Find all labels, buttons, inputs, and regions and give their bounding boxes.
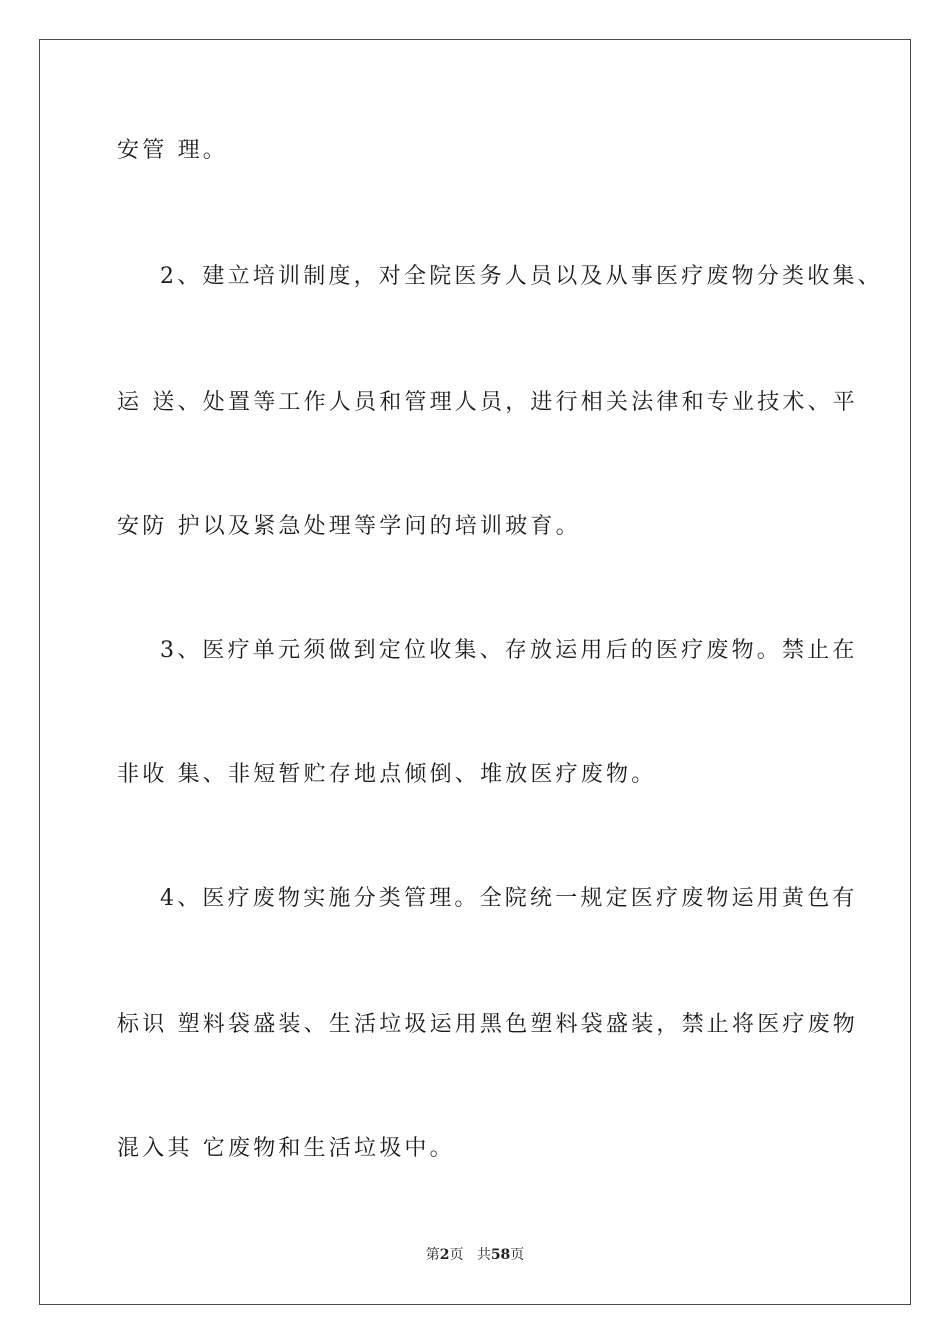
page-number: 2 (439, 1247, 450, 1263)
text-line-6: 非收 集、非短暂贮存地点倾倒、堆放医疗废物。 (117, 762, 657, 787)
total-suffix: 页 (510, 1247, 525, 1263)
text-line-4: 安防 护以及紧急处理等学问的培训玻育。 (117, 514, 581, 539)
page-border (39, 39, 911, 1305)
total-prefix: 共 (476, 1247, 491, 1263)
text-line-5: 3、医疗单元须做到定位收集、存放运用后的医疗废物。禁止在 (160, 638, 858, 663)
page-footer (0, 1246, 950, 1264)
text-line-1: 安管 理。 (117, 138, 228, 163)
text-line-7: 4、医疗废物实施分类管理。全院统一规定医疗废物运用黄色有 (160, 886, 858, 911)
total-pages: 58 (490, 1247, 511, 1263)
page-prefix: 第 (425, 1247, 440, 1263)
text-line-8: 标识 塑料袋盛装、生活垃圾运用黑色塑料袋盛装，禁止将医疗废物 (117, 1012, 858, 1037)
page-suffix: 页 (449, 1247, 464, 1263)
text-line-2: 2、建立培训制度，对全院医务人员以及从事医疗废物分类收集、 (160, 264, 883, 289)
text-line-9: 混入其 它废物和生活垃圾中。 (117, 1136, 455, 1161)
text-line-3: 运 送、处置等工作人员和管理人员，进行相关法律和专业技术、平 (117, 390, 858, 415)
